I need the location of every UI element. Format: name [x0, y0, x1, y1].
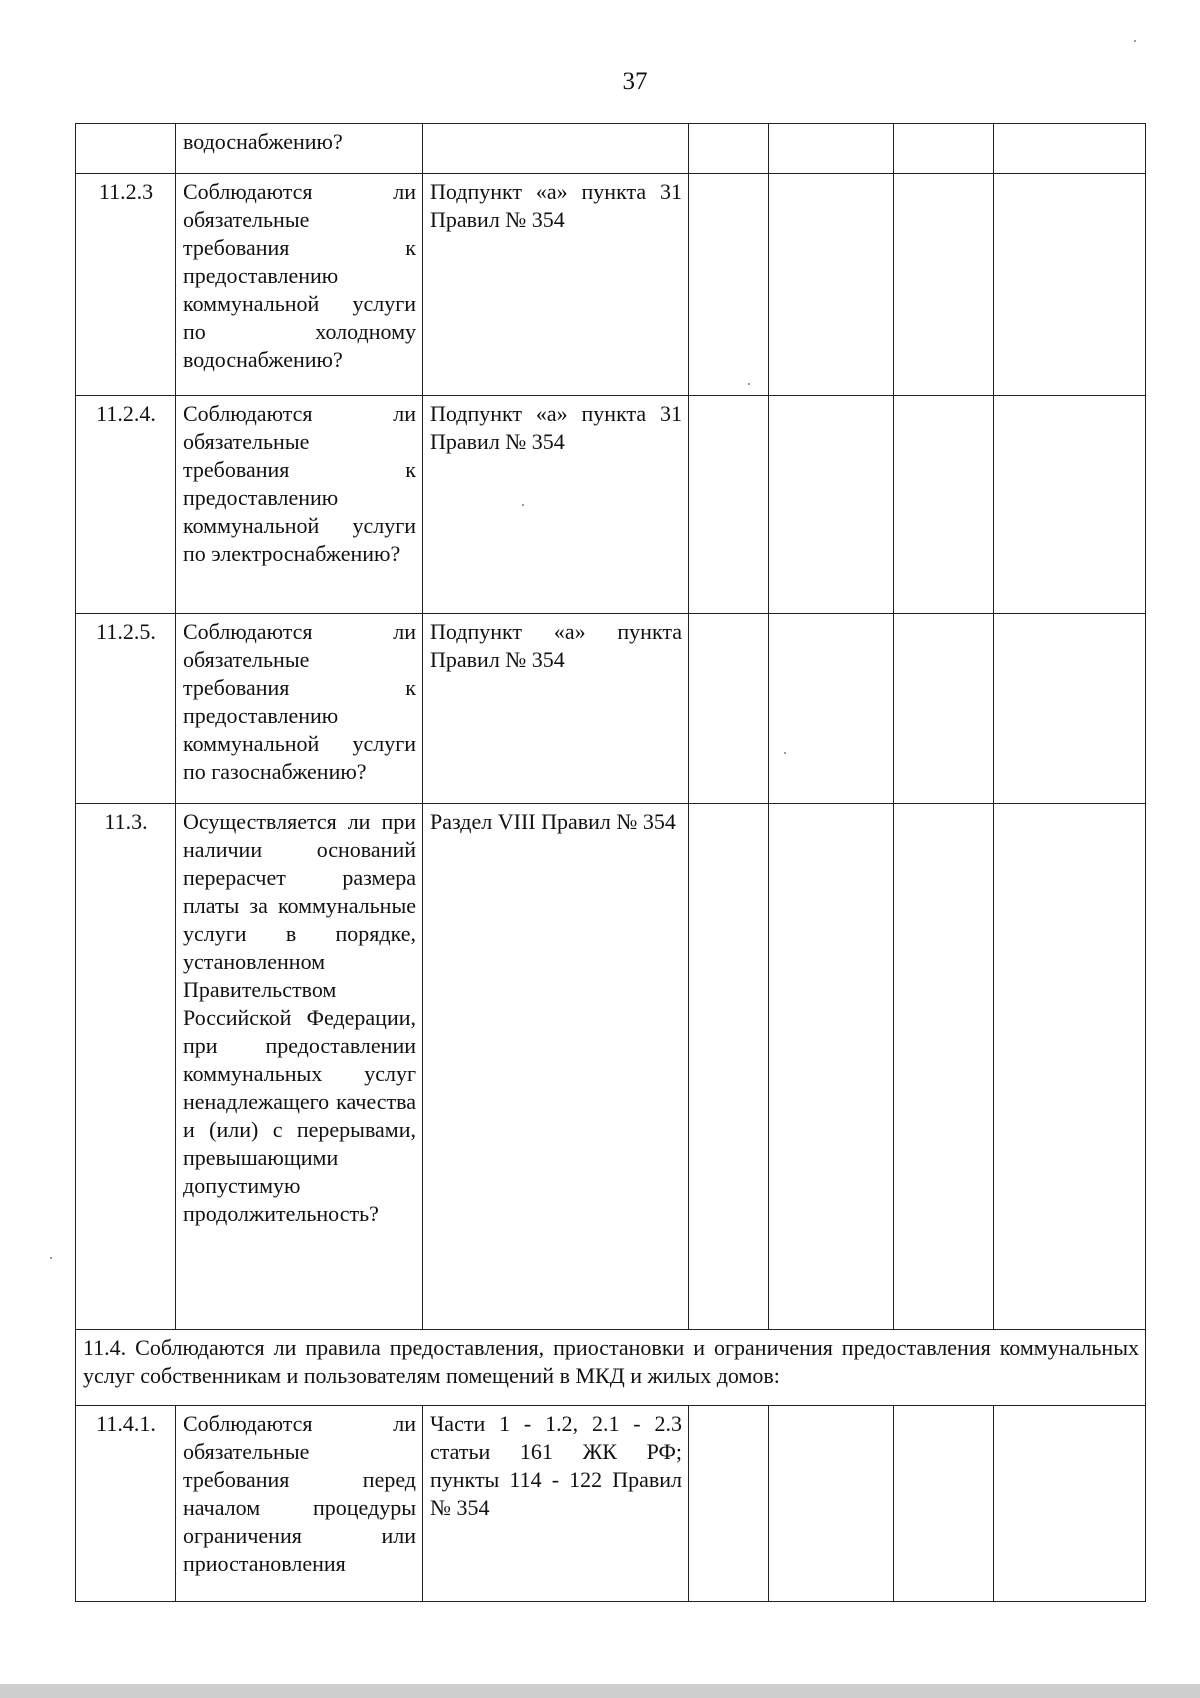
- empty-answer-cell: [769, 174, 894, 396]
- empty-answer-cell: [894, 614, 994, 804]
- empty-answer-cell: [769, 804, 894, 1330]
- item-legal-reference: Подпункт «а» пункта 31 Правил № 354: [423, 174, 689, 396]
- item-legal-reference: Части 1 - 1.2, 2.1 - 2.3 статьи 161 ЖК РФ; пункты 114 - 122 Правил № 354: [423, 1406, 689, 1602]
- empty-answer-cell: [769, 124, 894, 174]
- empty-answer-cell: [894, 124, 994, 174]
- empty-answer-cell: [689, 1406, 769, 1602]
- empty-answer-cell: [769, 1406, 894, 1602]
- empty-answer-cell: [689, 804, 769, 1330]
- empty-answer-cell: [894, 396, 994, 614]
- empty-answer-cell: [894, 174, 994, 396]
- empty-answer-cell: [689, 174, 769, 396]
- empty-answer-cell: [994, 124, 1146, 174]
- scan-speck: [1134, 40, 1136, 42]
- checklist-body: [76, 124, 1146, 1602]
- section-title: 11.4. Соблюдаются ли правила предоставления, приостановки и ограничения предоставления коммунальных услуг собственникам и пользователям помещений в МКД и жилых домов:: [76, 1330, 1146, 1406]
- empty-answer-cell: [994, 1406, 1146, 1602]
- item-number: [76, 124, 176, 174]
- table-row: [76, 614, 1146, 804]
- item-number: 11.3.: [76, 804, 176, 1330]
- item-number: 11.2.4.: [76, 396, 176, 614]
- empty-answer-cell: [994, 614, 1146, 804]
- item-question: Соблюдаются ли обязательные требования к предоставлению коммунальной услуги по холодному водоснабжению?: [176, 174, 423, 396]
- item-question: Соблюдаются ли обязательные требования к предоставлению коммунальной услуги по газоснабжению?: [176, 614, 423, 804]
- checklist-table: [75, 123, 1146, 1602]
- table-row: [76, 124, 1146, 174]
- empty-answer-cell: [689, 614, 769, 804]
- table-row: [76, 174, 1146, 396]
- item-number: 11.4.1.: [76, 1406, 176, 1602]
- table-row: [76, 396, 1146, 614]
- table-row: [76, 804, 1146, 1330]
- item-legal-reference: Подпункт «а» пункта 31 Правил № 354: [423, 396, 689, 614]
- item-legal-reference: Подпункт «а» пункта Правил № 354: [423, 614, 689, 804]
- item-question: Соблюдаются ли обязательные требования перед началом процедуры ограничения или приостановления: [176, 1406, 423, 1602]
- scan-speck: [522, 504, 524, 506]
- scan-speck: [784, 752, 786, 754]
- page-number: 37: [622, 68, 648, 95]
- item-number: 11.2.3: [76, 174, 176, 396]
- empty-answer-cell: [689, 396, 769, 614]
- scan-speck: [50, 1257, 52, 1259]
- item-question: водоснабжению?: [176, 124, 423, 174]
- item-question: Осуществляется ли при наличии оснований перерасчет размера платы за коммунальные услуги в порядке, установленном Правительством Российской Федерации, при предоставлении коммунальных услуг ненадлежащего качества и (или) с перерывами, превышающими допустимую продолжительность?: [176, 804, 423, 1330]
- scan-bottom-edge: [0, 1684, 1200, 1698]
- empty-answer-cell: [769, 396, 894, 614]
- empty-answer-cell: [769, 614, 894, 804]
- empty-answer-cell: [994, 174, 1146, 396]
- table-row: [76, 1406, 1146, 1602]
- item-legal-reference: [423, 124, 689, 174]
- empty-answer-cell: [689, 124, 769, 174]
- scan-speck: [748, 383, 750, 385]
- empty-answer-cell: [994, 396, 1146, 614]
- empty-answer-cell: [994, 804, 1146, 1330]
- section-header-row: [76, 1330, 1146, 1406]
- item-number: 11.2.5.: [76, 614, 176, 804]
- empty-answer-cell: [894, 804, 994, 1330]
- item-legal-reference: Раздел VIII Правил № 354: [423, 804, 689, 1330]
- item-question: Соблюдаются ли обязательные требования к предоставлению коммунальной услуги по электроснабжению?: [176, 396, 423, 614]
- empty-answer-cell: [894, 1406, 994, 1602]
